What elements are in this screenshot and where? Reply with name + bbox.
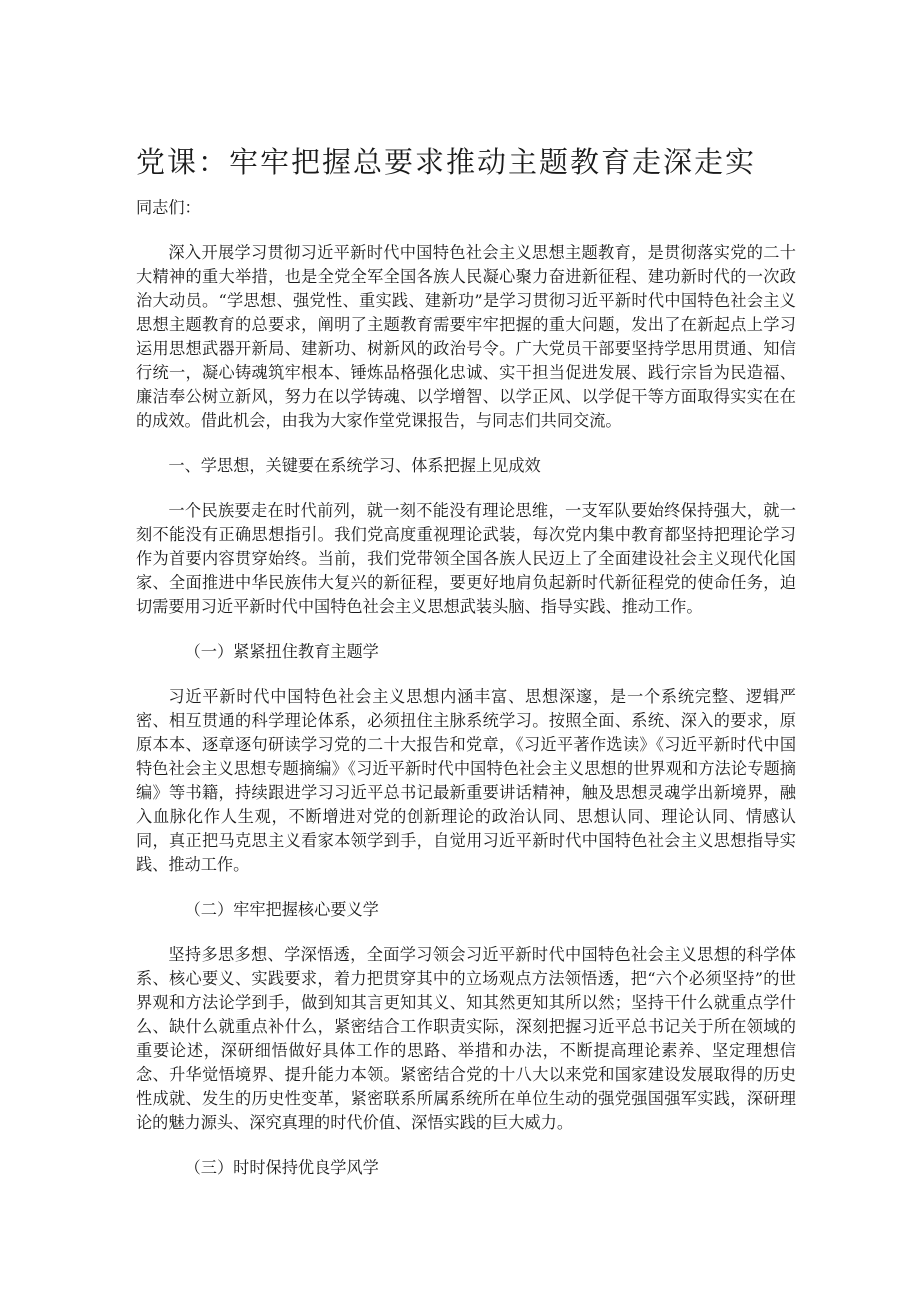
subsection-2-heading: （二）牢牢把握核心要义学 [184, 900, 379, 919]
salutation: 同志们： [136, 198, 201, 217]
section-1-heading: 一、学思想，关键要在系统学习、体系把握上见成效 [168, 456, 541, 475]
section-1-paragraph: 一个民族要走在时代前列，就一刻不能没有理论思维，一支军队要始终保持强大，就一刻不能没有正确思想指引。我们党高度重视理论武装，每次党内集中教育都坚持把理论学习作为首要内容贯穿始终。当前，我们党带领全国各族人民迈上了全面建设社会主义现代化国家、全面推进中华民族伟大复兴的新征程，要更好地肩负起新时代新征程党的使命任务，迫切需要用习近平新时代中国特色社会主义思想武装头脑、指导实践、推动工作。 [136, 501, 796, 616]
intro-paragraph: 深入开展学习贯彻习近平新时代中国特色社会主义思想主题教育，是贯彻落实党的二十大精神的重大举措，也是全党全军全国各族人民凝心聚力奋进新征程、建功新时代的一次政治大动员。“学思想、强党性、重实践、建新功”是学习贯彻习近平新时代中国特色社会主义思想主题教育的总要求，阐明了主题教育需要牢牢把握的重大问题，发出了在新起点上学习运用思想武器开新局、建新功、树新风的政治号令。广大党员干部要坚持学思用贯通、知信行统一，凝心铸魂筑牢根本、锤炼品格强化忠诚、实干担当促进发展、践行宗旨为民造福、廉洁奉公树立新风，努力在以学铸魂、以学增智、以学正风、以学促干等方面取得实实在在的成效。借此机会，由我为大家作堂党课报告，与同志们共同交流。 [136, 243, 796, 430]
document-title: 党课：牢牢把握总要求推动主题教育走深走实 [136, 145, 757, 179]
document-body [136, 196, 796, 1201]
subsection-3-heading: （三）时时保持优良学风学 [184, 1158, 379, 1177]
subsection-1-heading: （一）紧紧扭住教育主题学 [184, 642, 379, 661]
subsection-1-paragraph: 习近平新时代中国特色社会主义思想内涵丰富、思想深邃，是一个系统完整、逻辑严密、相互贯通的科学理论体系，必须扭住主脉系统学习。按照全面、系统、深入的要求，原原本本、逐章逐句研读学习党的二十大报告和党章，《习近平著作选读》《习近平新时代中国特色社会主义思想专题摘编》《习近平新时代中国特色社会主义思想的世界观和方法论专题摘编》等书籍，持续跟进学习习近平总书记最新重要讲话精神，触及思想灵魂学出新境界，融入血脉化作人生观，不断增进对党的创新理论的政治认同、思想认同、理论认同、情感认同，真正把马克思主义看家本领学到手，自觉用习近平新时代中国特色社会主义思想指导实践、推动工作。 [136, 687, 796, 874]
subsection-2-paragraph: 坚持多思多想、学深悟透，全面学习领会习近平新时代中国特色社会主义思想的科学体系、核心要义、实践要求，着力把贯穿其中的立场观点方法领悟透，把“六个必须坚持”的世界观和方法论学到手，做到知其言更知其义、知其然更知其所以然；坚持干什么就重点学什么、缺什么就重点补什么，紧密结合工作职责实际，深刻把握习近平总书记关于所在领域的重要论述，深研细悟做好具体工作的思路、举措和办法，不断提高理论素养、坚定理想信念、升华觉悟境界、提升能力本领。紧密结合党的十八大以来党和国家建设发展取得的历史性成就、发生的历史性变革，紧密联系所属系统所在单位生动的强党强国强军实践，深研理论的魅力源头、深究真理的时代价值、深悟实践的巨大威力。 [136, 945, 796, 1132]
